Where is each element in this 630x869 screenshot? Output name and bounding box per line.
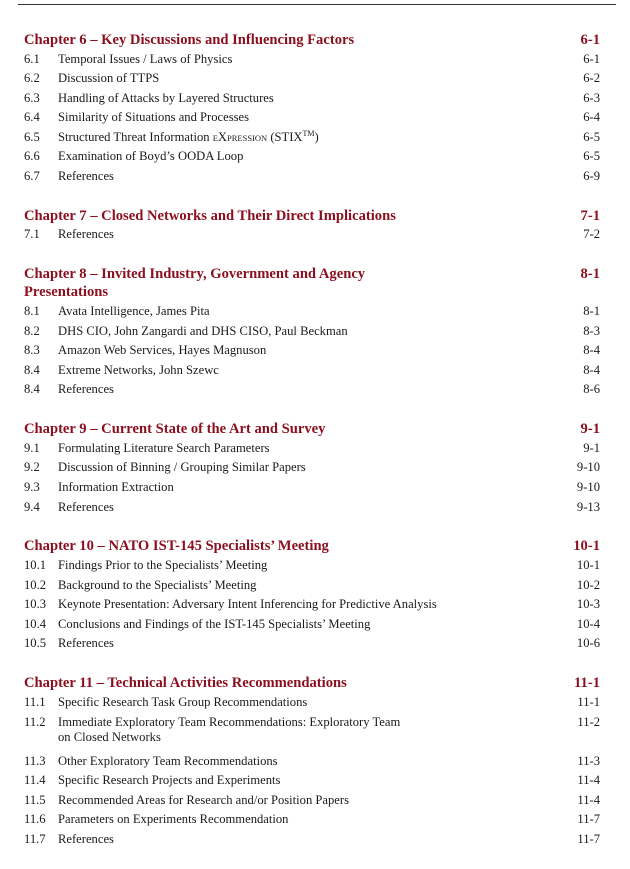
entry-title[interactable]: Parameters on Experiments Recommendation bbox=[58, 812, 289, 827]
chapter-page[interactable]: 7-1 bbox=[580, 207, 600, 224]
toc-entry[interactable] bbox=[0, 380, 630, 400]
title-prefix: Structured Threat Information bbox=[58, 129, 213, 144]
entry-number: 11.7 bbox=[24, 831, 46, 846]
entry-page: 11-3 bbox=[577, 753, 600, 768]
entry-title[interactable]: References bbox=[58, 168, 114, 183]
entry-number: 11.2 bbox=[24, 714, 46, 729]
entry-number: 6.7 bbox=[24, 168, 40, 183]
chapter-page[interactable]: 11-1 bbox=[574, 675, 600, 692]
toc-entry[interactable] bbox=[0, 458, 630, 478]
chapter-title[interactable]: Chapter 9 – Current State of the Art and Survey bbox=[24, 421, 326, 438]
entry-title[interactable]: References bbox=[58, 382, 114, 397]
toc-section bbox=[0, 419, 630, 517]
entry-number: 10.1 bbox=[24, 558, 47, 573]
title-mid: (STIX bbox=[267, 129, 303, 144]
title-sc-first bbox=[212, 129, 228, 144]
entry-title[interactable]: Amazon Web Services, Hayes Magnuson bbox=[58, 343, 267, 358]
entry-number: 8.4 bbox=[24, 382, 40, 397]
entry-page: 9-10 bbox=[576, 460, 600, 475]
chapter-heading[interactable] bbox=[0, 265, 630, 303]
toc-entry[interactable] bbox=[0, 341, 630, 361]
entry-title[interactable] bbox=[58, 128, 319, 149]
entry-page: 11-1 bbox=[577, 695, 600, 710]
toc-entry[interactable] bbox=[0, 478, 630, 498]
toc-entry[interactable] bbox=[0, 556, 630, 576]
entry-page: 11-7 bbox=[577, 831, 600, 846]
entry-page: 6-5 bbox=[583, 149, 600, 164]
entry-page: 10-6 bbox=[576, 636, 600, 651]
chapter-heading[interactable] bbox=[0, 537, 630, 557]
entry-number: 6.1 bbox=[24, 51, 40, 66]
chapter-heading[interactable] bbox=[0, 419, 630, 439]
entry-page: 8-4 bbox=[583, 362, 600, 377]
table-of-contents bbox=[0, 30, 630, 869]
entry-number: 6.5 bbox=[24, 129, 40, 144]
trademark-superscript: TM bbox=[302, 128, 315, 138]
entry-page: 9-1 bbox=[583, 440, 600, 455]
entry-title[interactable]: Specific Research Task Group Recommendations bbox=[58, 695, 308, 710]
entry-number: 11.3 bbox=[24, 753, 46, 768]
entry-page: 9-10 bbox=[576, 480, 600, 495]
toc-entry[interactable] bbox=[0, 791, 630, 811]
entry-number: 9.1 bbox=[24, 440, 40, 455]
toc-entry[interactable] bbox=[0, 89, 630, 109]
entry-page: 8-4 bbox=[583, 343, 600, 358]
entry-page: 11-2 bbox=[577, 714, 600, 729]
toc-entry[interactable] bbox=[0, 498, 630, 518]
entry-page: 11-4 bbox=[577, 792, 600, 807]
entry-title[interactable]: Specific Research Projects and Experiments bbox=[58, 773, 281, 788]
entry-title[interactable] bbox=[58, 715, 400, 746]
entry-page: 6-9 bbox=[583, 168, 600, 183]
chapter-title[interactable]: Chapter 11 – Technical Activities Recommendations bbox=[24, 675, 347, 692]
toc-section bbox=[0, 206, 630, 245]
entry-number: 10.2 bbox=[24, 577, 47, 592]
entry-title[interactable]: DHS CIO, John Zangardi and DHS CISO, Paul Beckman bbox=[58, 323, 348, 338]
entry-title[interactable]: Avata Intelligence, James Pita bbox=[58, 304, 210, 319]
entry-page: 10-3 bbox=[576, 597, 600, 612]
entry-title[interactable]: Similarity of Situations and Processes bbox=[58, 110, 249, 125]
chapter-page[interactable]: 10-1 bbox=[573, 538, 600, 555]
toc-entry[interactable] bbox=[0, 108, 630, 128]
toc-section bbox=[0, 537, 630, 654]
entry-number: 6.6 bbox=[24, 149, 40, 164]
entry-title[interactable]: Discussion of TTPS bbox=[58, 71, 160, 86]
toc-entry[interactable] bbox=[0, 771, 630, 791]
entry-title[interactable]: Keynote Presentation: Adversary Intent Inferencing for Predictive Analysis bbox=[58, 597, 437, 612]
toc-entry[interactable] bbox=[0, 615, 630, 635]
toc-section bbox=[0, 674, 630, 850]
entry-page: 6-2 bbox=[583, 71, 600, 86]
entry-page: 9-13 bbox=[576, 499, 600, 514]
entry-page: 7-2 bbox=[583, 227, 600, 242]
entry-page: 11-7 bbox=[577, 812, 600, 827]
entry-number: 8.1 bbox=[24, 304, 40, 319]
entry-page: 8-6 bbox=[583, 382, 600, 397]
chapter-title[interactable]: Chapter 7 – Closed Networks and Their Direct Implications bbox=[24, 207, 396, 224]
chapter-heading[interactable] bbox=[0, 674, 630, 694]
entry-page: 8-3 bbox=[583, 323, 600, 338]
toc-entry[interactable] bbox=[0, 439, 630, 459]
entry-title[interactable]: References bbox=[58, 227, 114, 242]
entry-number: 9.3 bbox=[24, 480, 40, 495]
entry-title[interactable]: Other Exploratory Team Recommendations bbox=[58, 753, 278, 768]
title-sc-char: E bbox=[212, 132, 218, 143]
chapter-title[interactable]: Chapter 10 – NATO IST-145 Specialists’ Meeting bbox=[24, 538, 329, 555]
entry-number: 9.2 bbox=[24, 460, 40, 475]
toc-section bbox=[0, 265, 630, 400]
toc-entry[interactable] bbox=[0, 830, 630, 850]
entry-title[interactable]: References bbox=[58, 499, 114, 514]
entry-number: 7.1 bbox=[24, 227, 40, 242]
title-smallcaps bbox=[212, 129, 268, 144]
toc-entry[interactable] bbox=[0, 69, 630, 89]
entry-page: 8-1 bbox=[583, 304, 600, 319]
entry-number: 10.3 bbox=[24, 597, 47, 612]
toc-entry[interactable] bbox=[0, 50, 630, 70]
entry-number: 6.3 bbox=[24, 90, 40, 105]
chapter-page[interactable]: 8-1 bbox=[580, 266, 600, 283]
toc-entry[interactable] bbox=[0, 322, 630, 342]
entry-title[interactable]: Examination of Boyd’s OODA Loop bbox=[58, 149, 244, 164]
toc-entry[interactable] bbox=[0, 810, 630, 830]
toc-entry[interactable] bbox=[0, 167, 630, 187]
title-sc-char: X bbox=[217, 129, 228, 144]
entry-title[interactable]: Temporal Issues / Laws of Physics bbox=[58, 51, 233, 66]
entry-number: 11.6 bbox=[24, 812, 46, 827]
entry-title[interactable]: Discussion of Binning / Grouping Similar Papers bbox=[58, 460, 306, 475]
entry-number: 11.4 bbox=[24, 773, 46, 788]
title-line-1: Immediate Exploratory Team Recommendations: Exploratory Team bbox=[58, 714, 401, 729]
entry-page: 6-4 bbox=[583, 110, 600, 125]
chapter-heading[interactable] bbox=[0, 30, 630, 50]
entry-title[interactable]: Background to the Specialists’ Meeting bbox=[58, 577, 257, 592]
entry-number: 6.4 bbox=[24, 110, 40, 125]
entry-page: 10-2 bbox=[576, 577, 600, 592]
chapter-title[interactable]: Chapter 6 – Key Discussions and Influencing Factors bbox=[24, 31, 355, 48]
toc-entry[interactable] bbox=[0, 128, 630, 148]
entry-title[interactable]: Conclusions and Findings of the IST-145 Specialists’ Meeting bbox=[58, 616, 371, 631]
entry-page: 6-3 bbox=[583, 90, 600, 105]
title-sc-rest: PRESSION bbox=[227, 132, 268, 143]
entry-number: 6.2 bbox=[24, 71, 40, 86]
entry-title[interactable]: Recommended Areas for Research and/or Position Papers bbox=[58, 792, 349, 807]
toc-entry[interactable] bbox=[0, 225, 630, 245]
chapter-heading[interactable] bbox=[0, 206, 630, 226]
entry-page: 6-1 bbox=[583, 51, 600, 66]
entry-title[interactable]: Findings Prior to the Specialists’ Meeting bbox=[58, 558, 268, 573]
entry-number: 8.4 bbox=[24, 362, 40, 377]
header-rule bbox=[18, 4, 616, 5]
toc-entry[interactable] bbox=[0, 576, 630, 596]
chapter-title[interactable]: Chapter 8 – Invited Industry, Government and Agency Presentations bbox=[24, 266, 366, 301]
toc-section bbox=[0, 30, 630, 186]
toc-entry[interactable] bbox=[0, 634, 630, 654]
entry-title[interactable]: Formulating Literature Search Parameters bbox=[58, 440, 270, 455]
toc-entry[interactable] bbox=[0, 595, 630, 615]
entry-number: 10.5 bbox=[24, 636, 47, 651]
toc-entry[interactable] bbox=[0, 302, 630, 322]
title-suffix: ) bbox=[314, 129, 319, 144]
entry-title[interactable]: Handling of Attacks by Layered Structures bbox=[58, 90, 274, 105]
toc-entry[interactable] bbox=[0, 752, 630, 772]
title-line-2: on Closed Networks bbox=[58, 730, 161, 745]
entry-page: 10-4 bbox=[576, 616, 600, 631]
entry-number: 8.3 bbox=[24, 343, 40, 358]
entry-page: 6-5 bbox=[583, 129, 600, 144]
entry-title[interactable]: Information Extraction bbox=[58, 480, 174, 495]
entry-title[interactable]: References bbox=[58, 636, 114, 651]
chapter-page[interactable]: 6-1 bbox=[580, 31, 600, 48]
entry-page: 11-4 bbox=[577, 773, 600, 788]
toc-entry[interactable] bbox=[0, 361, 630, 381]
entry-number: 11.5 bbox=[24, 792, 46, 807]
entry-number: 9.4 bbox=[24, 499, 40, 514]
entry-number: 8.2 bbox=[24, 323, 40, 338]
toc-entry[interactable] bbox=[0, 147, 630, 167]
toc-entry[interactable] bbox=[0, 693, 630, 713]
entry-number: 11.1 bbox=[24, 695, 46, 710]
entry-page: 10-1 bbox=[576, 558, 600, 573]
chapter-page[interactable]: 9-1 bbox=[580, 421, 600, 438]
entry-title[interactable]: References bbox=[58, 831, 114, 846]
toc-entry[interactable] bbox=[0, 713, 630, 752]
entry-title[interactable]: Extreme Networks, John Szewc bbox=[58, 362, 219, 377]
entry-number: 10.4 bbox=[24, 616, 47, 631]
